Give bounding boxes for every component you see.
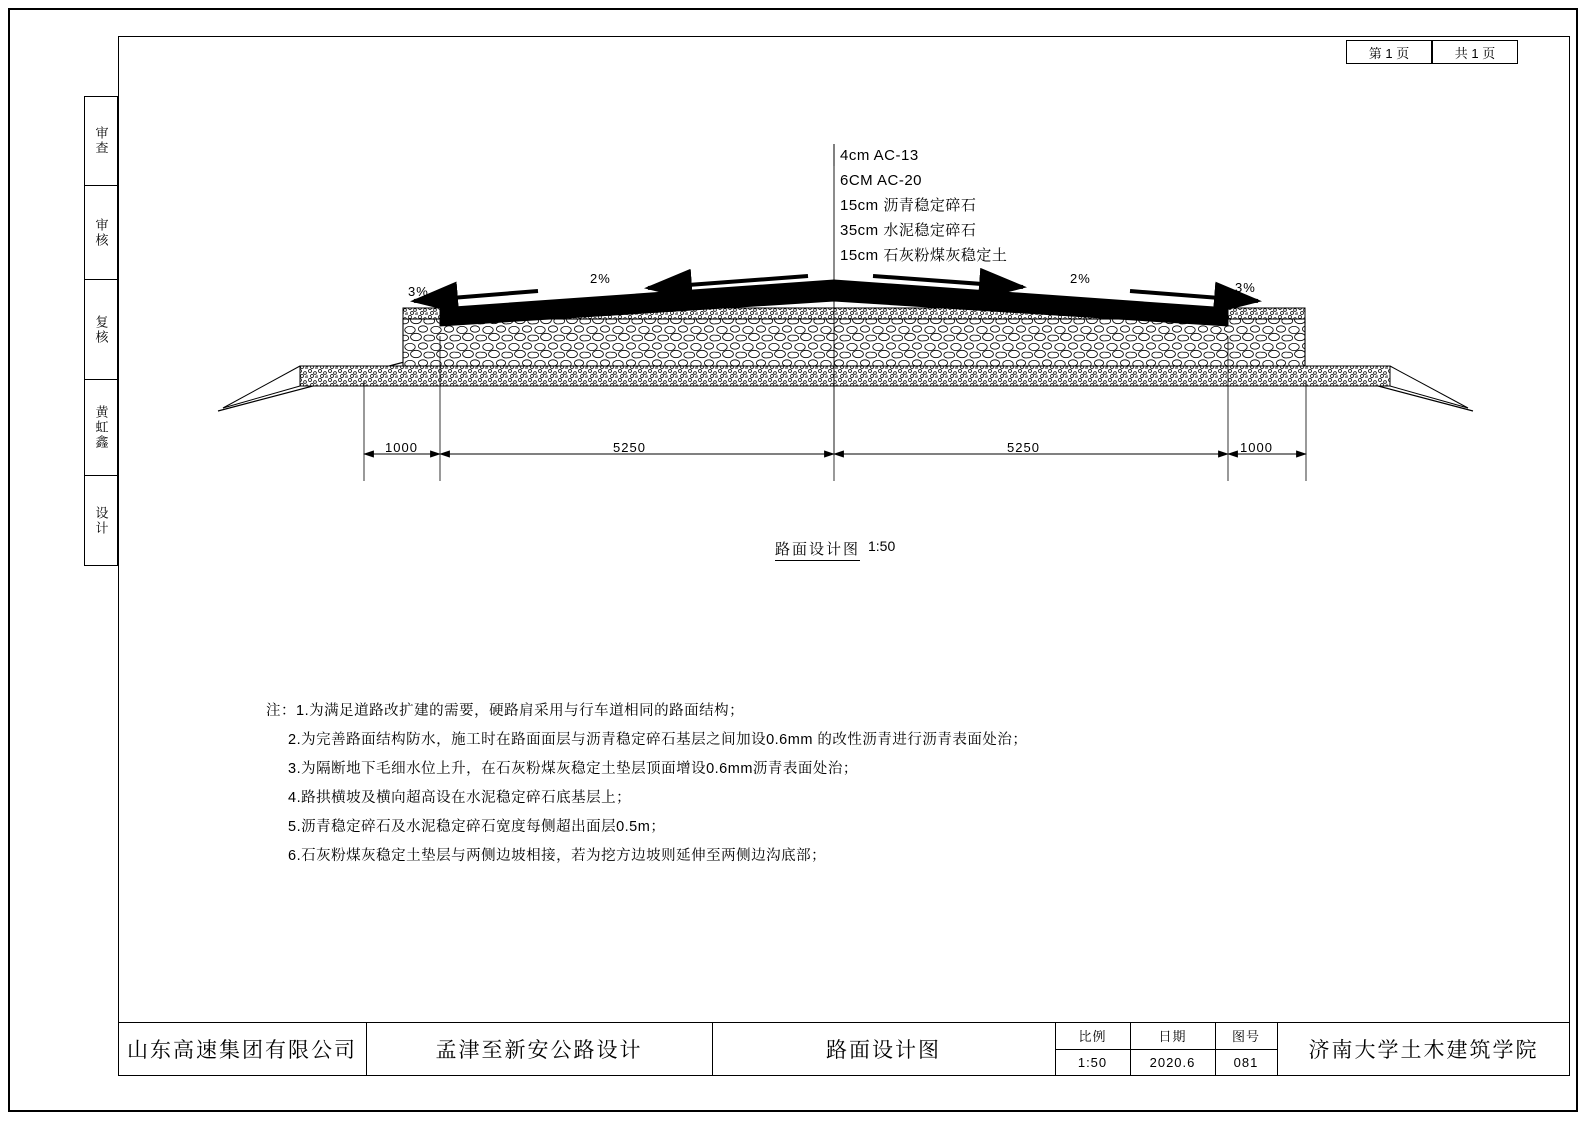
sig-label: 设计: [93, 505, 109, 536]
dimension-label-5250-right: 5250: [1007, 440, 1040, 455]
sig-cell-shenhe: [84, 186, 118, 280]
note-item-2: 2.为完善路面结构防水，施工时在路面面层与沥青稳定碎石基层之间加设0.6mm 的改性沥青进行沥青表面处治；: [288, 732, 1028, 748]
sig-cell-designer-name: [84, 380, 118, 476]
figure-title-text: 路面设计图: [775, 541, 860, 561]
sig-label: 复核: [93, 314, 109, 345]
layer-label-5: 15cm 石灰粉煤灰稳定土: [840, 247, 1008, 264]
title-block-project: 孟津至新安公路设计: [435, 1039, 643, 1062]
title-block-number-value: 081: [1233, 1055, 1259, 1070]
sig-cell-fuhe: [84, 280, 118, 380]
figure-scale: 1:50: [868, 538, 896, 554]
notes-prefix: 注：: [266, 703, 296, 719]
dimension-label-5250-left: 5250: [613, 440, 646, 455]
title-block-number-label: 图号: [1231, 1029, 1260, 1044]
layer-label-2: 6CM AC-20: [840, 172, 923, 189]
title-block-scale-label: 比例: [1078, 1029, 1107, 1044]
note-item-5: 5.沥青稳定碎石及水泥稳定碎石宽度每侧超出面层0.5m；: [288, 819, 666, 835]
slope-label-left-outer: 3%: [408, 284, 429, 299]
note-line-6: [266, 842, 1027, 871]
dimension-label-1000-left: 1000: [385, 440, 418, 455]
title-block-scale-value: 1:50: [1077, 1055, 1108, 1070]
notes-block: [266, 697, 1027, 871]
note-line-5: [266, 813, 1027, 842]
note-line-4: [266, 784, 1027, 813]
note-line-2: [266, 726, 1027, 755]
sig-label: 黄虹鑫: [93, 405, 109, 450]
note-item-6: 6.石灰粉煤灰稳定土垫层与两侧边坡相接，若为挖方边坡则延伸至两侧边沟底部；: [288, 848, 827, 864]
note-item-1: 1.为满足道路改扩建的需要，硬路肩采用与行车道相同的路面结构；: [296, 703, 745, 719]
title-block-date-value: 2020.6: [1149, 1055, 1196, 1070]
figure-title: [775, 538, 860, 559]
sig-label: 审核: [93, 217, 109, 248]
sig-cell-sheji: [84, 476, 118, 566]
slope-label-left-inner: 2%: [590, 271, 611, 286]
slope-label-right-outer: 3%: [1235, 280, 1256, 295]
sig-cell-shencha: [84, 96, 118, 186]
page-total-label: 共 1 页: [1454, 45, 1496, 61]
title-block-company: 山东高速集团有限公司: [127, 1039, 357, 1062]
note-item-3: 3.为隔断地下毛细水位上升，在石灰粉煤灰稳定土垫层顶面增设0.6mm沥青表面处治；: [288, 761, 858, 777]
layer-label-4: 35cm 水泥稳定碎石: [840, 222, 977, 239]
dimension-label-1000-right: 1000: [1240, 440, 1273, 455]
note-item-4: 4.路拱横坡及横向超高设在水泥稳定碎石底基层上；: [288, 790, 632, 806]
pavement-layer-labels: [840, 143, 1007, 268]
sig-label: 审查: [93, 126, 109, 156]
note-line-1: [266, 697, 1027, 726]
note-line-3: [266, 755, 1027, 784]
title-block-date-label: 日期: [1158, 1029, 1187, 1044]
title-block-drawing-name: 路面设计图: [826, 1039, 941, 1062]
slope-label-right-inner: 2%: [1070, 271, 1091, 286]
title-block-institute: 济南大学土木建筑学院: [1308, 1039, 1539, 1062]
page-current-label: 第 1 页: [1368, 45, 1410, 61]
layer-label-1: 4cm AC-13: [840, 147, 919, 164]
layer-label-3: 15cm 沥青稳定碎石: [840, 197, 977, 214]
